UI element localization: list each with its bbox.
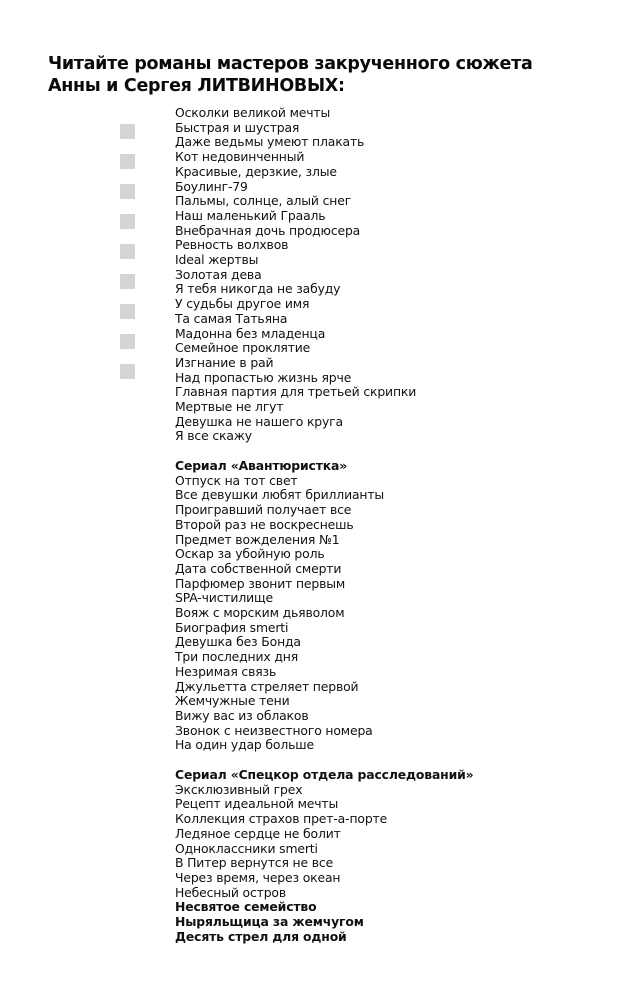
book-title: Жемчужные тени — [175, 693, 290, 709]
book-title: Мертвые не лгут — [175, 399, 284, 415]
book-title: Ревность волхвов — [175, 237, 289, 253]
book-title: Биография smerti — [175, 619, 289, 635]
book-title: Предмет вожделения №1 — [175, 531, 340, 547]
book-title: Мадонна без младенца — [175, 325, 326, 341]
book-title: Парфюмер звонит первым — [175, 575, 346, 591]
book-title: Золотая дева — [175, 266, 262, 282]
book-title: Осколки великой мечты — [175, 105, 331, 120]
book-title: Семейное проклятие — [175, 340, 311, 356]
book-title: Дата собственной смерти — [175, 560, 342, 576]
book-title: Боулинг-79 — [175, 178, 248, 194]
book-title: Эксклюзивный грех — [175, 781, 303, 797]
book-title: Красивые, дерзкие, злые — [175, 163, 337, 179]
decorative-squares — [120, 124, 135, 394]
book-title: Три последних дня — [175, 649, 299, 665]
book-title: Девушка не нашего круга — [175, 413, 343, 429]
book-title: У судьбы другое имя — [175, 296, 310, 312]
book-title: Все девушки любят бриллианты — [175, 487, 385, 503]
decorative-square — [120, 214, 135, 229]
book-title: Пальмы, солнце, алый снег — [175, 193, 352, 209]
book-title: Оскар за убойную роль — [175, 546, 325, 562]
book-title: Вижу вас из облаков — [175, 707, 309, 723]
page-heading — [48, 53, 532, 97]
heading-line-1: Читайте романы мастеров закрученного сюжета — [48, 54, 533, 74]
book-title: Та самая Татьяна — [175, 310, 288, 326]
book-title: Главная партия для третьей скрипки — [175, 384, 417, 400]
book-title: Ледяное сердце не болит — [175, 825, 341, 841]
book-title: Ideal жертвы — [175, 252, 259, 268]
book-title: В Питер вернутся не все — [175, 855, 334, 871]
book-title: Отпуск на тот свет — [175, 472, 298, 488]
decorative-square — [120, 274, 135, 289]
book-title: Незримая связь — [175, 663, 277, 679]
main-book-list — [175, 106, 416, 444]
book-title: Девушка без Бонда — [175, 634, 301, 650]
decorative-square — [120, 334, 135, 349]
book-title: На один удар больше — [175, 737, 314, 753]
new-book-title: Ныряльщица за жемчугом — [175, 914, 364, 930]
book-title: Я все скажу — [175, 428, 252, 444]
book-title: Изгнание в рай — [175, 354, 274, 370]
series-spetskor — [175, 768, 474, 944]
book-title: Я тебя никогда не забуду — [175, 281, 341, 297]
decorative-square — [120, 154, 135, 169]
book-title: Рецепт идеальной мечты — [175, 796, 339, 812]
book-title: Джульетта стреляет первой — [175, 678, 359, 694]
book-title: Проигравший получает все — [175, 502, 352, 518]
series-title: Сериал «Спецкор отдела расследований» — [175, 767, 474, 782]
book-title: Быстрая и шустрая — [175, 119, 300, 135]
book-title: Звонок с неизвестного номера — [175, 722, 373, 738]
book-title: Внебрачная дочь продюсера — [175, 222, 361, 238]
new-book-title: Несвятое семейство — [175, 899, 317, 915]
heading-line-2: Анны и Сергея ЛИТВИНОВЫХ: — [48, 76, 345, 96]
book-title: Небесный остров — [175, 884, 287, 900]
book-title: SPA-чистилище — [175, 590, 273, 606]
book-title: Кот недовинченный — [175, 149, 305, 165]
book-title: Над пропастью жизнь ярче — [175, 369, 352, 385]
book-title: Вояж с морским дьяволом — [175, 605, 345, 621]
decorative-square — [120, 304, 135, 319]
decorative-square — [120, 244, 135, 259]
book-title: Даже ведьмы умеют плакать — [175, 134, 365, 150]
book-title: Коллекция страхов прет-а-порте — [175, 811, 388, 827]
decorative-square — [120, 124, 135, 139]
book-title: Второй раз не воскреснешь — [175, 516, 354, 532]
decorative-square — [120, 364, 135, 379]
series-title: Сериал «Авантюристка» — [175, 458, 348, 473]
book-title: Наш маленький Грааль — [175, 207, 326, 223]
book-title: Одноклассники smerti — [175, 840, 318, 856]
decorative-square — [120, 184, 135, 199]
series-avantyuristka — [175, 459, 384, 753]
new-book-title: Десять стрел для одной — [175, 928, 347, 944]
book-title: Через время, через океан — [175, 869, 341, 885]
